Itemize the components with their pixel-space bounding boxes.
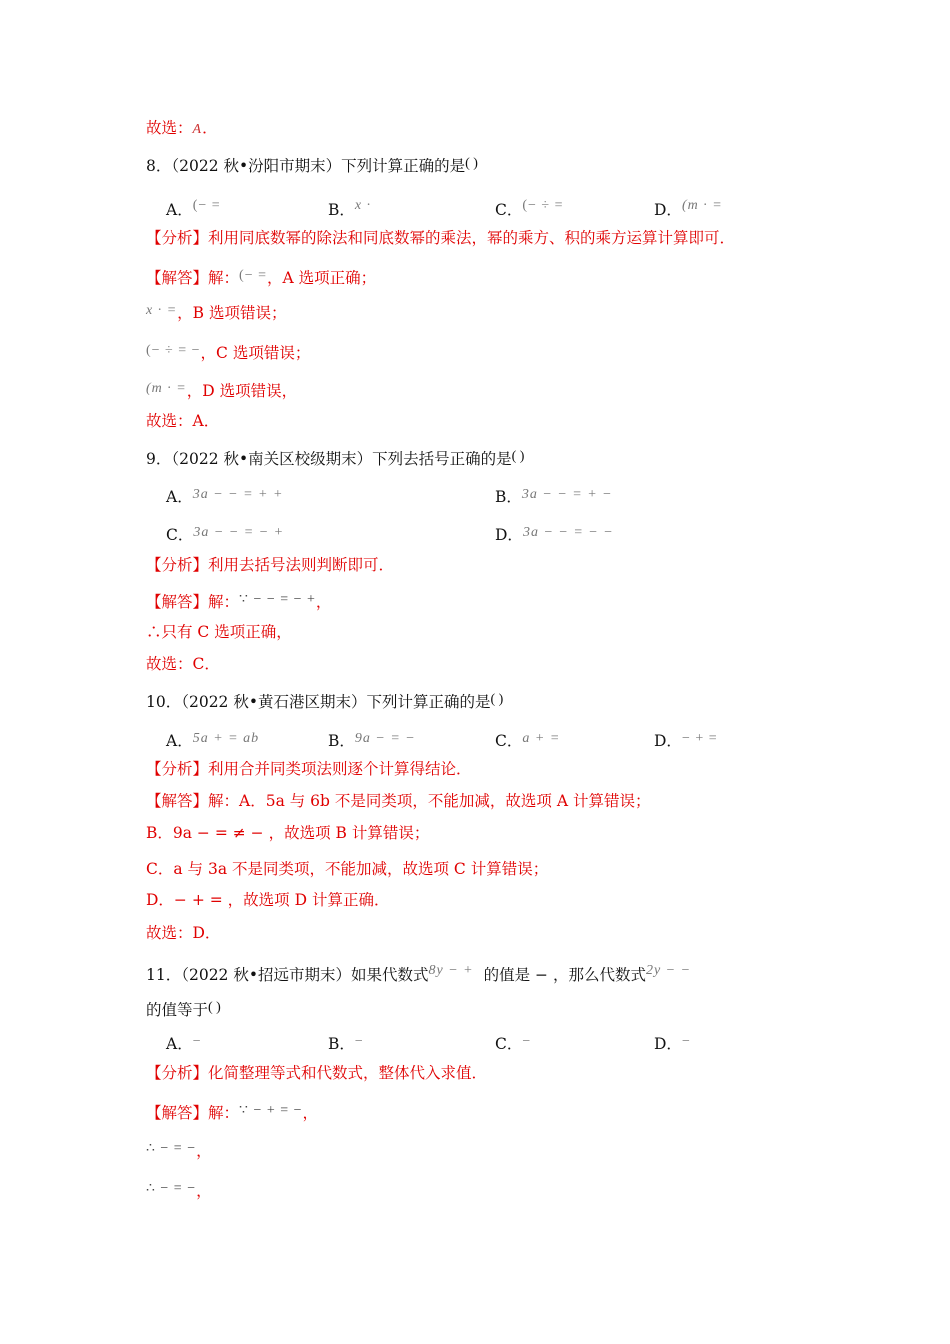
q8-option-d: D．(m · = <box>654 198 723 219</box>
q9-option-c: C．3a − − = − + <box>166 525 285 544</box>
q11-analysis: 【分析】化简整理等式和代数式，整体代入求值． <box>146 1064 488 1082</box>
q11-solution-line-2: ∴ − = −， <box>146 1141 212 1160</box>
q9-final-answer: 故选：C． <box>146 655 220 673</box>
q10-analysis: 【分析】利用合并同类项法则逐个计算得结论． <box>146 760 472 778</box>
q9-stem: 9．（2022 秋•南关区校级期末）下列去括号正确的是( ) <box>146 449 525 468</box>
q8-final-answer: 故选：A． <box>146 412 220 430</box>
q10-option-b: B．9a − = − <box>328 731 416 750</box>
q8-solution-line-3: (− ÷ = −，C 选项错误； <box>146 343 311 362</box>
q9-option-b: B．3a − − = + − <box>495 487 613 506</box>
q11-option-c: C．− <box>495 1034 532 1053</box>
q11-option-b: B．− <box>328 1034 364 1053</box>
q11-solution-line-1: 【解答】解：∵ − + = −， <box>146 1103 319 1122</box>
q9-analysis: 【分析】利用去括号法则判断即可． <box>146 556 395 574</box>
q10-solution-line-3: C．a 与 3a 不是同类项，不能加减，故选项 C 计算错误； <box>146 860 549 878</box>
q9-solution-line-1: 【解答】解：∵ − − = − +， <box>146 592 332 611</box>
q9-option-a: A．3a − − = + + <box>166 487 284 506</box>
q10-solution-line-4: D．− + = ，故选项 D 计算正确． <box>146 891 390 909</box>
q7-final-answer: 故选：A． <box>146 119 218 137</box>
q10-option-a: A．5a + = ab <box>166 731 260 750</box>
q11-solution-line-3: ∴ − = −， <box>146 1181 212 1200</box>
q8-option-b: B．x · <box>328 198 372 219</box>
q8-analysis: 【分析】利用同底数幂的除法和同底数幂的乘法，幂的乘方、积的乘方运算计算即可． <box>146 229 736 247</box>
q9-option-d: D．3a − − = − − <box>495 525 614 544</box>
q8-solution-line-4: (m · =，D 选项错误， <box>146 381 298 400</box>
q9-solution-line-2: ∴只有 C 选项正确， <box>146 623 292 641</box>
q10-stem: 10．（2022 秋•黄石港区期末）下列计算正确的是( ) <box>146 692 504 711</box>
q10-solution-line-2: B．9a − = ≠ − ，故选项 B 计算错误； <box>146 824 430 842</box>
q8-option-c: C．(− ÷ = <box>495 198 564 219</box>
q10-option-d: D．− + = <box>654 731 718 750</box>
q10-final-answer: 故选：D． <box>146 924 221 942</box>
q11-option-a: A．− <box>166 1034 202 1053</box>
q8-solution-line-1: 【解答】解：(− =，A 选项正确； <box>146 268 377 287</box>
q8-option-a: A．(− = <box>166 198 221 219</box>
q11-stem: 11．（2022 秋•招远市期末）如果代数式8y − + 的值是 − ，那么代数式2y − − <box>146 963 692 984</box>
q11-stem-cont: 的值等于( ) <box>146 1000 221 1019</box>
q11-option-d: D．− <box>654 1034 691 1053</box>
q10-option-c: C．a + = <box>495 731 561 750</box>
q10-solution-line-1: 【解答】解：A．5a 与 6b 不是同类项，不能加减，故选项 A 计算错误； <box>146 792 651 810</box>
q8-solution-line-2: x · =，B 选项错误； <box>146 303 287 322</box>
q8-stem: 8．（2022 秋•汾阳市期末）下列计算正确的是( ) <box>146 156 478 175</box>
